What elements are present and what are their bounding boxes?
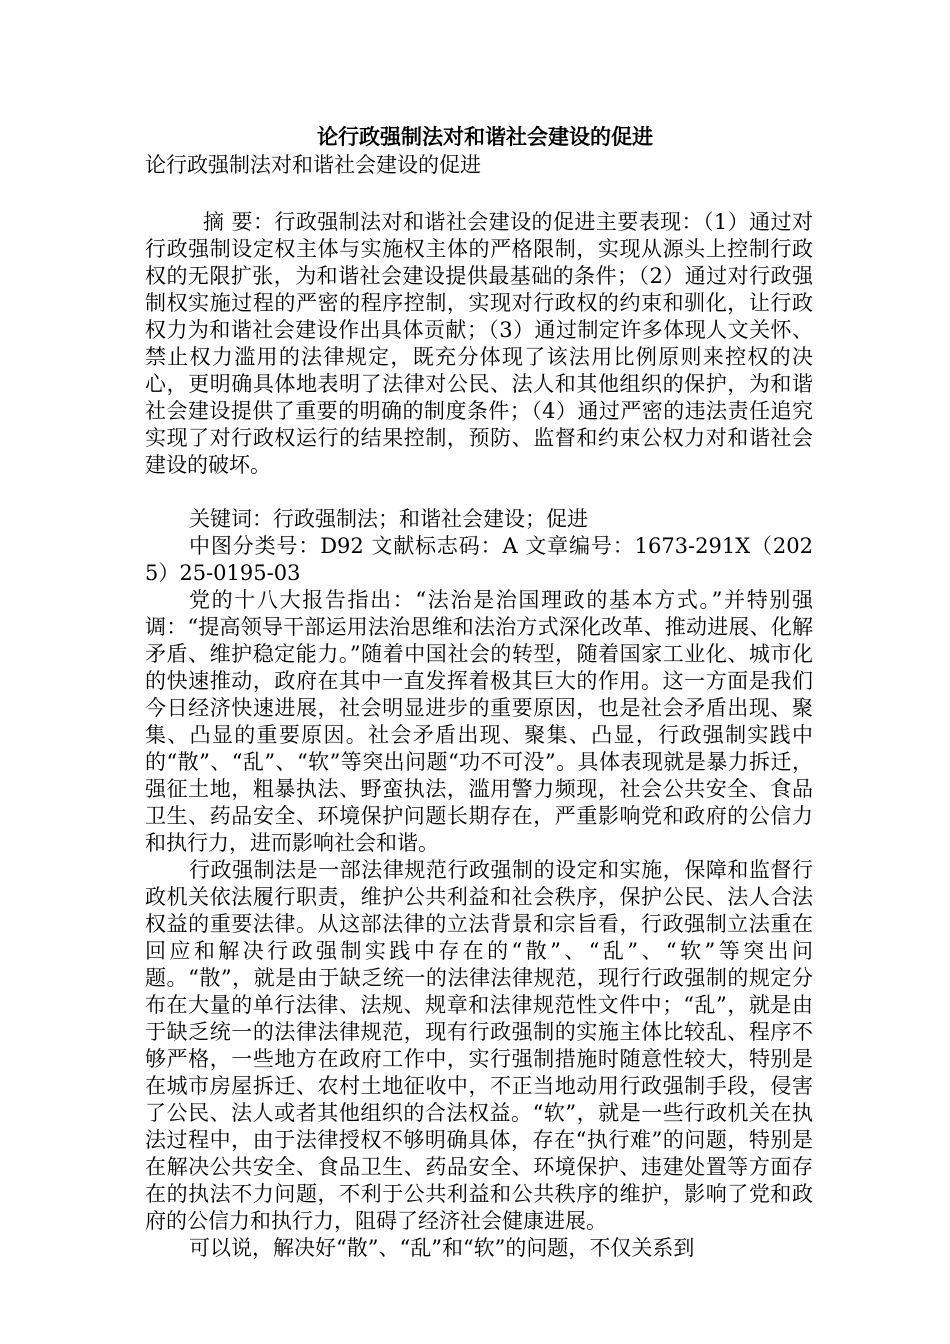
- body-paragraph: 行政强制法是一部法律规范行政强制的设定和实施，保障和监督行政机关依法履行职责，维护公共利益和社会秩序，保护公民、法人合法权益的重要法律。从这部法律的立法背景和宗旨看，行政强制立法重在回应和解决行政强制实践中存在的“散”、“乱”、“软”等突出问题。“散”，就是由于缺乏统一的法律法律规范，现行行政强制的规定分布在大量的单行法律、法规、规章和法律规范性文件中；“乱”，就是由于缺乏统一的法律法律规范，现有行政强制的实施主体比较乱、程序不够严格，一些地方在政府工作中，实行强制措施时随意性较大，特别是在城市房屋拆迁、农村土地征收中，不正当地动用行政强制手段，侵害了公民、法人或者其他组织的合法权益。“软”，就是一些行政机关在执法过程中，由于法律授权不够明确具体，存在“执行难”的问题，特别是在解决公共安全、食品卫生、药品安全、环境保护、违建处置等方面存在的执法不力问题，不利于公共利益和公共秩序的维护，影响了党和政府的公信力和执行力，阻碍了经济社会健康进展。: [145, 858, 813, 1233]
- body-paragraph: 可以说，解决好“散”、“乱”和“软”的问题，不仅关系到: [189, 1236, 695, 1260]
- body-paragraph: 党的十八大报告指出：“法治是治国理政的基本方式。”并特别强调：“提高领导干部运用法治思维和法治方式深化改革、推动进展、化解矛盾、维护稳定能力。”随着中国社会的转型，随着国家工业化、城市化的快速推动，政府在其中一直发挥着极其巨大的作用。这一方面是我们今日经济快速进展，社会明显进步的重要原因，也是社会矛盾出现、聚集、凸显的重要原因。社会矛盾出现、聚集、凸显，行政强制实践中的“散”、“乱”、“软”等突出问题“功不可没”。具体表现就是暴力拆迁，强征土地，粗暴执法、野蛮执法，滥用警力频现，社会公共安全、食品卫生、药品安全、环境保护问题长期存在，严重影响党和政府的公信力和执行力，进而影响社会和谐。: [145, 588, 813, 855]
- abstract-paragraph: 摘 要：行政强制法对和谐社会建设的促进主要表现：（1）通过对行政强制设定权主体与实施权主体的严格限制，实现从源头上控制行政权的无限扩张，为和谐社会建设提供最基础的条件；（2）通过对行政强制权实施过程的严密的程序控制，实现对行政权的约束和驯化，让行政权力为和谐社会建设作出具体贡献；（3）通过制定许多体现人文关怀、禁止权力滥用的法律规定，既充分体现了该法用比例原则来控权的决心，更明确具体地表明了法律对公民、法人和其他组织的保护，为和谐社会建设提供了重要的明确的制度条件；（4）通过严密的违法责任追究实现了对行政权运行的结果控制，预防、监督和约束公权力对和谐社会建设的破坏。: [145, 210, 813, 477]
- keywords-line: 关键词：行政强制法；和谐社会建设；促进: [189, 507, 588, 531]
- document-title: 论行政强制法对和谐社会建设的促进: [317, 124, 653, 149]
- classification-line: 中图分类号：D92 文献标志码：A 文章编号：1673-291X（2025）25-0195-03: [145, 534, 813, 585]
- document-subtitle: 论行政强制法对和谐社会建设的促进: [145, 153, 481, 177]
- document-page: [145, 122, 813, 1262]
